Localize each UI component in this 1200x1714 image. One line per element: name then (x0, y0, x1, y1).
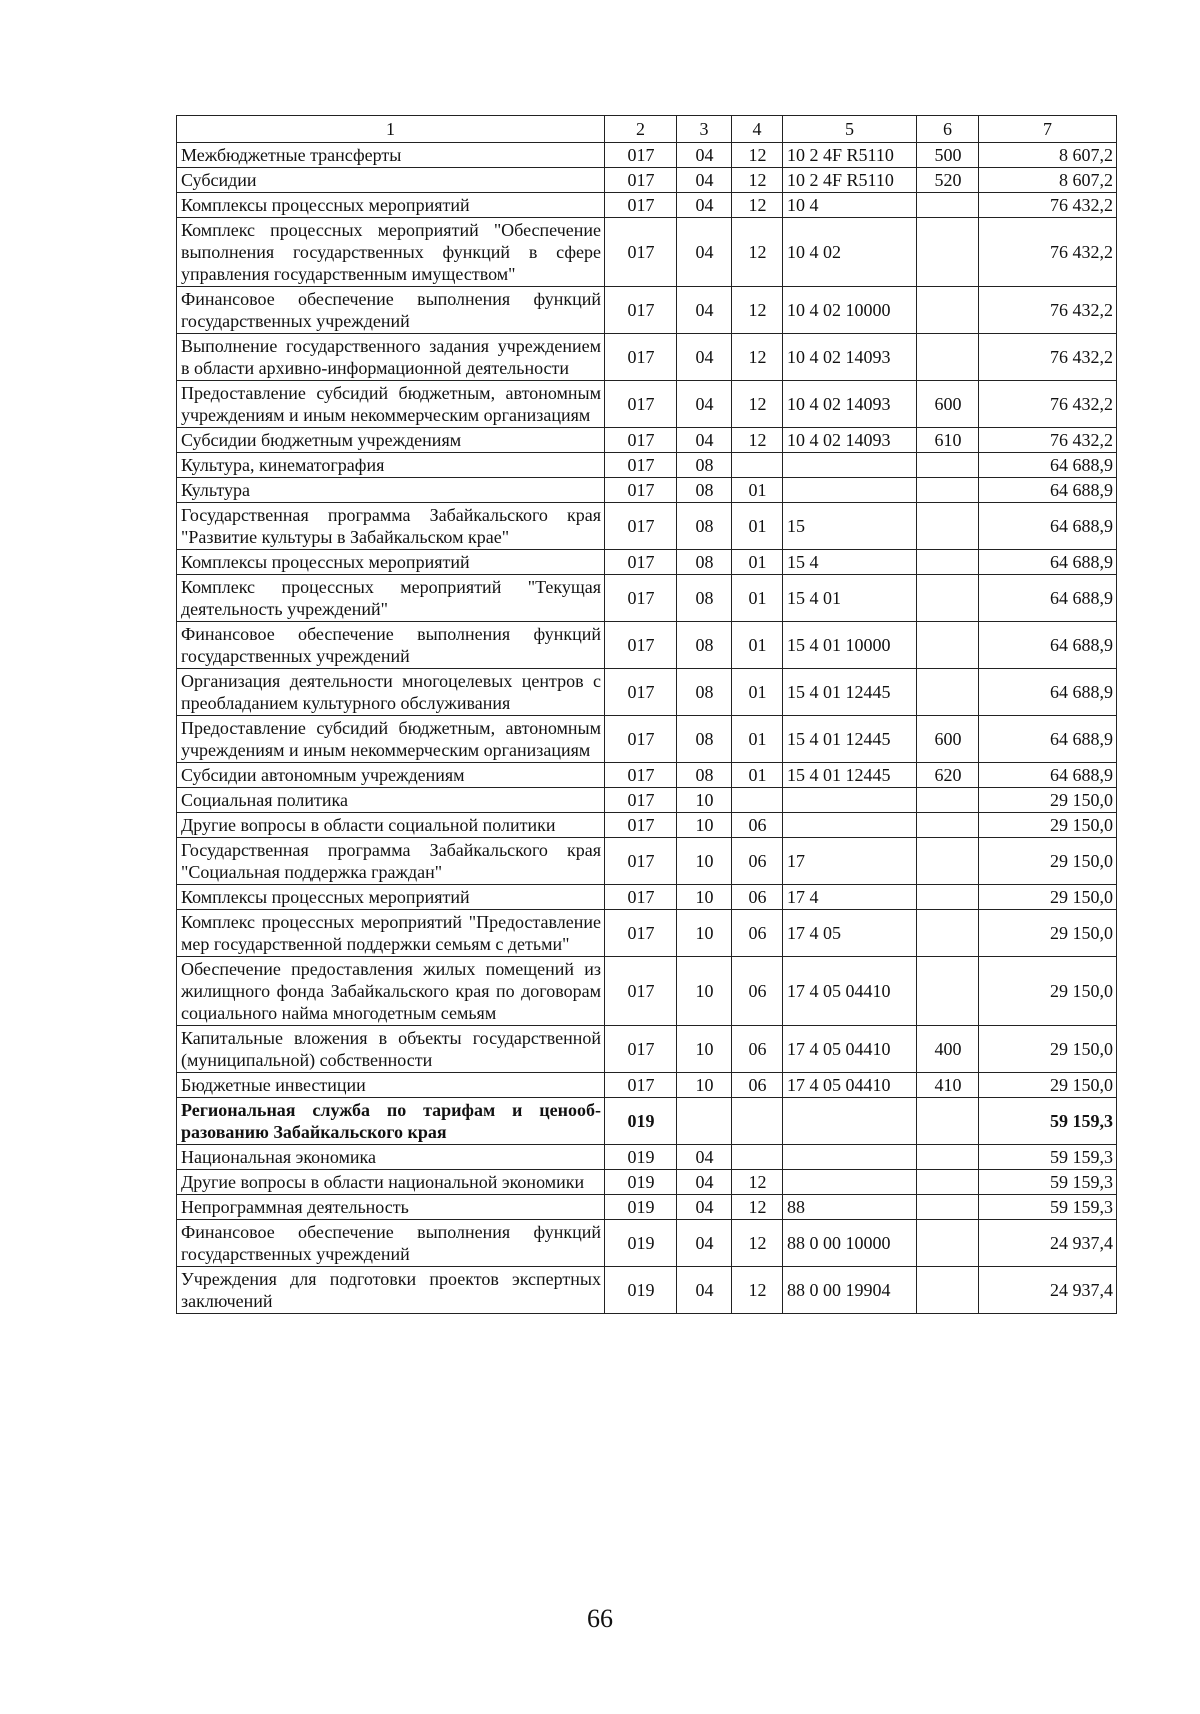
row-section-cell: 04 (677, 1195, 732, 1220)
row-target-article-cell: 15 4 01 12445 (783, 763, 917, 788)
row-subsection-cell: 12 (732, 1170, 783, 1195)
row-section-cell: 04 (677, 218, 732, 287)
row-subsection-cell: 01 (732, 575, 783, 622)
row-target-article-cell: 15 4 01 12445 (783, 669, 917, 716)
row-amount-cell: 64 688,9 (979, 575, 1117, 622)
row-expense-type-cell: 400 (917, 1026, 979, 1073)
page-number: 66 (587, 1604, 613, 1633)
table-row (177, 1195, 1117, 1220)
row-name-cell: Капитальные вложения в объекты государственной (муниципальной) собственности (177, 1026, 605, 1073)
row-amount-cell: 29 150,0 (979, 1026, 1117, 1073)
row-target-article-cell: 10 2 4F R5110 (783, 143, 917, 168)
row-section-cell: 08 (677, 716, 732, 763)
row-amount-cell: 8 607,2 (979, 143, 1117, 168)
row-expense-type-cell (917, 453, 979, 478)
row-subsection-cell: 12 (732, 287, 783, 334)
row-name-cell: Учреждения для подготовки проектов экспертных заключений (177, 1267, 605, 1314)
row-name-cell: Субсидии бюджетным учреждениям (177, 428, 605, 453)
row-expense-type-cell (917, 218, 979, 287)
row-amount-cell: 29 150,0 (979, 838, 1117, 885)
row-subsection-cell: 01 (732, 763, 783, 788)
row-expense-type-cell: 520 (917, 168, 979, 193)
row-subsection-cell: 12 (732, 193, 783, 218)
row-ministry-cell: 017 (605, 885, 677, 910)
row-target-article-cell: 15 4 01 10000 (783, 622, 917, 669)
row-ministry-cell: 017 (605, 622, 677, 669)
row-expense-type-cell (917, 1267, 979, 1314)
row-expense-type-cell (917, 575, 979, 622)
row-section-cell: 04 (677, 1170, 732, 1195)
row-ministry-cell: 019 (605, 1267, 677, 1314)
row-amount-cell: 64 688,9 (979, 669, 1117, 716)
table-row (177, 957, 1117, 1026)
row-subsection-cell: 01 (732, 622, 783, 669)
row-section-cell (677, 1098, 732, 1145)
row-name-cell: Бюджетные инвестиции (177, 1073, 605, 1098)
table-row (177, 1098, 1117, 1145)
row-section-cell: 04 (677, 1267, 732, 1314)
row-ministry-cell: 017 (605, 550, 677, 575)
row-ministry-cell: 017 (605, 838, 677, 885)
row-subsection-cell: 06 (732, 885, 783, 910)
table-row (177, 1073, 1117, 1098)
table-row (177, 1220, 1117, 1267)
row-name-cell: Культура, кинематография (177, 453, 605, 478)
row-subsection-cell: 01 (732, 669, 783, 716)
row-target-article-cell: 15 4 01 12445 (783, 716, 917, 763)
row-amount-cell: 76 432,2 (979, 218, 1117, 287)
row-name-cell: Комплексы процессных мероприятий (177, 193, 605, 218)
row-expense-type-cell (917, 669, 979, 716)
row-name-cell: Выполнение государственного задания учреждением в области архивно-информационной деятельности (177, 334, 605, 381)
row-amount-cell: 64 688,9 (979, 453, 1117, 478)
row-name-cell: Комплекс процессных мероприятий "Предоставление мер государственной поддержки семьям с детьми" (177, 910, 605, 957)
table-row (177, 885, 1117, 910)
row-expense-type-cell: 620 (917, 763, 979, 788)
row-section-cell: 08 (677, 763, 732, 788)
row-target-article-cell: 15 4 (783, 550, 917, 575)
row-section-cell: 10 (677, 838, 732, 885)
row-subsection-cell: 06 (732, 910, 783, 957)
row-section-cell: 04 (677, 287, 732, 334)
row-ministry-cell: 017 (605, 143, 677, 168)
row-target-article-cell: 10 2 4F R5110 (783, 168, 917, 193)
row-expense-type-cell (917, 885, 979, 910)
row-ministry-cell: 017 (605, 478, 677, 503)
row-name-cell: Комплекс процессных мероприятий "Обеспечение выполнения государственных функций в сфере управления государственным имуществом" (177, 218, 605, 287)
row-name-cell: Национальная экономика (177, 1145, 605, 1170)
row-section-cell: 04 (677, 193, 732, 218)
column-header-2: 2 (605, 116, 677, 143)
row-ministry-cell: 017 (605, 910, 677, 957)
row-ministry-cell: 017 (605, 669, 677, 716)
row-section-cell: 04 (677, 334, 732, 381)
row-subsection-cell: 12 (732, 428, 783, 453)
table-row (177, 453, 1117, 478)
row-name-cell: Государственная программа Забайкальского края "Развитие культуры в Забайкальском крае" (177, 503, 605, 550)
row-ministry-cell: 019 (605, 1145, 677, 1170)
row-expense-type-cell: 410 (917, 1073, 979, 1098)
row-target-article-cell: 17 (783, 838, 917, 885)
row-subsection-cell: 01 (732, 716, 783, 763)
table-row (177, 763, 1117, 788)
row-amount-cell: 64 688,9 (979, 763, 1117, 788)
row-ministry-cell: 017 (605, 1073, 677, 1098)
row-subsection-cell (732, 453, 783, 478)
row-target-article-cell: 10 4 02 14093 (783, 334, 917, 381)
row-target-article-cell: 17 4 05 04410 (783, 1073, 917, 1098)
row-section-cell: 08 (677, 503, 732, 550)
row-expense-type-cell (917, 478, 979, 503)
row-amount-cell: 64 688,9 (979, 716, 1117, 763)
row-amount-cell: 24 937,4 (979, 1267, 1117, 1314)
row-section-cell: 10 (677, 1026, 732, 1073)
table-row (177, 334, 1117, 381)
row-amount-cell: 76 432,2 (979, 334, 1117, 381)
row-expense-type-cell: 500 (917, 143, 979, 168)
row-target-article-cell (783, 1170, 917, 1195)
row-name-cell: Предоставление субсидий бюджетным, автономным учреждениям и иным некоммерческим организациям (177, 716, 605, 763)
table-row (177, 193, 1117, 218)
row-expense-type-cell: 600 (917, 381, 979, 428)
row-target-article-cell (783, 1145, 917, 1170)
column-header-1: 1 (177, 116, 605, 143)
row-subsection-cell: 01 (732, 478, 783, 503)
row-section-cell: 10 (677, 910, 732, 957)
table-row (177, 1145, 1117, 1170)
row-target-article-cell (783, 453, 917, 478)
table-row (177, 788, 1117, 813)
row-name-cell: Комплексы процессных мероприятий (177, 550, 605, 575)
column-header-5: 5 (783, 116, 917, 143)
row-target-article-cell: 17 4 05 (783, 910, 917, 957)
row-amount-cell: 24 937,4 (979, 1220, 1117, 1267)
table-row (177, 381, 1117, 428)
table-row (177, 1170, 1117, 1195)
row-target-article-cell (783, 478, 917, 503)
row-ministry-cell: 017 (605, 381, 677, 428)
row-amount-cell: 59 159,3 (979, 1098, 1117, 1145)
row-section-cell: 04 (677, 381, 732, 428)
row-expense-type-cell (917, 957, 979, 1026)
row-subsection-cell: 06 (732, 957, 783, 1026)
row-target-article-cell: 15 (783, 503, 917, 550)
row-ministry-cell: 017 (605, 716, 677, 763)
row-amount-cell: 29 150,0 (979, 788, 1117, 813)
row-ministry-cell: 017 (605, 218, 677, 287)
row-target-article-cell: 10 4 (783, 193, 917, 218)
row-section-cell: 04 (677, 143, 732, 168)
row-amount-cell: 76 432,2 (979, 381, 1117, 428)
row-name-cell: Финансовое обеспечение выполнения функций государственных учреждений (177, 1220, 605, 1267)
table-row (177, 813, 1117, 838)
row-ministry-cell: 017 (605, 813, 677, 838)
row-subsection-cell: 12 (732, 334, 783, 381)
row-expense-type-cell (917, 813, 979, 838)
row-ministry-cell: 019 (605, 1098, 677, 1145)
row-ministry-cell: 017 (605, 957, 677, 1026)
row-expense-type-cell (917, 503, 979, 550)
row-target-article-cell: 10 4 02 10000 (783, 287, 917, 334)
row-subsection-cell (732, 1145, 783, 1170)
table-row (177, 503, 1117, 550)
row-name-cell: Комплексы процессных мероприятий (177, 885, 605, 910)
row-name-cell: Финансовое обеспечение выполнения функций государственных учреждений (177, 287, 605, 334)
row-expense-type-cell (917, 1220, 979, 1267)
row-expense-type-cell (917, 910, 979, 957)
row-subsection-cell (732, 788, 783, 813)
row-subsection-cell: 12 (732, 168, 783, 193)
budget-table (176, 115, 1117, 1314)
row-expense-type-cell (917, 1195, 979, 1220)
row-expense-type-cell (917, 788, 979, 813)
row-subsection-cell: 12 (732, 218, 783, 287)
row-section-cell: 10 (677, 788, 732, 813)
row-name-cell: Социальная политика (177, 788, 605, 813)
row-section-cell: 10 (677, 885, 732, 910)
column-header-6: 6 (917, 116, 979, 143)
table-row (177, 218, 1117, 287)
row-name-cell: Другие вопросы в области социальной политики (177, 813, 605, 838)
row-subsection-cell: 06 (732, 1073, 783, 1098)
row-amount-cell: 59 159,3 (979, 1195, 1117, 1220)
row-ministry-cell: 019 (605, 1220, 677, 1267)
row-target-article-cell: 88 (783, 1195, 917, 1220)
row-section-cell: 08 (677, 669, 732, 716)
row-ministry-cell: 017 (605, 575, 677, 622)
row-expense-type-cell (917, 622, 979, 669)
row-target-article-cell: 10 4 02 14093 (783, 428, 917, 453)
row-section-cell: 08 (677, 622, 732, 669)
table-row (177, 1026, 1117, 1073)
row-target-article-cell: 88 0 00 19904 (783, 1267, 917, 1314)
row-amount-cell: 64 688,9 (979, 503, 1117, 550)
column-header-3: 3 (677, 116, 732, 143)
row-target-article-cell: 15 4 01 (783, 575, 917, 622)
row-section-cell: 04 (677, 1145, 732, 1170)
row-amount-cell: 29 150,0 (979, 1073, 1117, 1098)
row-amount-cell: 8 607,2 (979, 168, 1117, 193)
row-expense-type-cell (917, 287, 979, 334)
row-amount-cell: 29 150,0 (979, 885, 1117, 910)
table-row (177, 910, 1117, 957)
table-row (177, 669, 1117, 716)
row-subsection-cell: 12 (732, 1267, 783, 1314)
row-section-cell: 10 (677, 1073, 732, 1098)
table-row (177, 575, 1117, 622)
row-target-article-cell: 10 4 02 (783, 218, 917, 287)
row-expense-type-cell: 610 (917, 428, 979, 453)
row-subsection-cell: 12 (732, 1195, 783, 1220)
table-row (177, 478, 1117, 503)
row-subsection-cell: 12 (732, 1220, 783, 1267)
row-target-article-cell: 17 4 (783, 885, 917, 910)
row-amount-cell: 76 432,2 (979, 193, 1117, 218)
row-name-cell: Предоставление субсидий бюджетным, автономным учреждениям и иным некоммерческим организациям (177, 381, 605, 428)
row-subsection-cell: 12 (732, 143, 783, 168)
row-ministry-cell: 017 (605, 1026, 677, 1073)
row-target-article-cell: 10 4 02 14093 (783, 381, 917, 428)
row-subsection-cell: 06 (732, 813, 783, 838)
table-row (177, 287, 1117, 334)
row-expense-type-cell (917, 1170, 979, 1195)
row-expense-type-cell (917, 1145, 979, 1170)
row-name-cell: Обеспечение предоставления жилых помещений из жилищного фонда Забайкальского края по договорам социального найма многодетным семьям (177, 957, 605, 1026)
row-subsection-cell: 06 (732, 1026, 783, 1073)
row-section-cell: 08 (677, 550, 732, 575)
row-section-cell: 10 (677, 813, 732, 838)
row-subsection-cell: 12 (732, 381, 783, 428)
row-amount-cell: 59 159,3 (979, 1145, 1117, 1170)
row-expense-type-cell (917, 334, 979, 381)
row-name-cell: Другие вопросы в области национальной экономики (177, 1170, 605, 1195)
row-section-cell: 08 (677, 453, 732, 478)
row-expense-type-cell (917, 550, 979, 575)
row-amount-cell: 64 688,9 (979, 478, 1117, 503)
row-subsection-cell: 01 (732, 503, 783, 550)
table-row (177, 622, 1117, 669)
row-name-cell: Финансовое обеспечение выполнения функций государственных учреждений (177, 622, 605, 669)
row-amount-cell: 76 432,2 (979, 428, 1117, 453)
table-row (177, 143, 1117, 168)
table-body (177, 143, 1117, 1314)
row-amount-cell: 29 150,0 (979, 957, 1117, 1026)
row-amount-cell: 29 150,0 (979, 813, 1117, 838)
row-section-cell: 08 (677, 478, 732, 503)
row-amount-cell: 59 159,3 (979, 1170, 1117, 1195)
row-ministry-cell: 017 (605, 453, 677, 478)
row-name-cell: Комплекс процессных мероприятий "Текущая деятельность учреждений" (177, 575, 605, 622)
row-target-article-cell (783, 1098, 917, 1145)
table-row (177, 716, 1117, 763)
row-section-cell: 08 (677, 575, 732, 622)
row-ministry-cell: 019 (605, 1195, 677, 1220)
row-expense-type-cell (917, 193, 979, 218)
row-amount-cell: 29 150,0 (979, 910, 1117, 957)
row-subsection-cell: 06 (732, 838, 783, 885)
row-expense-type-cell: 600 (917, 716, 979, 763)
table-row (177, 838, 1117, 885)
table-row (177, 428, 1117, 453)
row-subsection-cell (732, 1098, 783, 1145)
row-ministry-cell: 017 (605, 503, 677, 550)
row-amount-cell: 64 688,9 (979, 622, 1117, 669)
row-target-article-cell (783, 788, 917, 813)
row-ministry-cell: 017 (605, 788, 677, 813)
row-name-cell: Региональная служба по тарифам и ценообразованию Забайкальского края (177, 1098, 605, 1145)
row-amount-cell: 64 688,9 (979, 550, 1117, 575)
row-section-cell: 10 (677, 957, 732, 1026)
row-ministry-cell: 019 (605, 1170, 677, 1195)
row-ministry-cell: 017 (605, 763, 677, 788)
row-name-cell: Субсидии (177, 168, 605, 193)
row-subsection-cell: 01 (732, 550, 783, 575)
table-row (177, 168, 1117, 193)
row-name-cell: Непрограммная деятельность (177, 1195, 605, 1220)
row-ministry-cell: 017 (605, 287, 677, 334)
table-header-row (177, 116, 1117, 143)
row-ministry-cell: 017 (605, 428, 677, 453)
row-section-cell: 04 (677, 1220, 732, 1267)
row-name-cell: Организация деятельности многоцелевых центров с преобладанием культурного обслуживания (177, 669, 605, 716)
row-target-article-cell: 88 0 00 10000 (783, 1220, 917, 1267)
row-section-cell: 04 (677, 168, 732, 193)
row-target-article-cell (783, 813, 917, 838)
row-name-cell: Межбюджетные трансферты (177, 143, 605, 168)
row-amount-cell: 76 432,2 (979, 287, 1117, 334)
row-ministry-cell: 017 (605, 168, 677, 193)
row-expense-type-cell (917, 1098, 979, 1145)
column-header-7: 7 (979, 116, 1117, 143)
table-row (177, 550, 1117, 575)
row-target-article-cell: 17 4 05 04410 (783, 1026, 917, 1073)
row-name-cell: Культура (177, 478, 605, 503)
row-target-article-cell: 17 4 05 04410 (783, 957, 917, 1026)
row-name-cell: Государственная программа Забайкальского края "Социальная поддержка граждан" (177, 838, 605, 885)
table-row (177, 1267, 1117, 1314)
row-expense-type-cell (917, 838, 979, 885)
row-section-cell: 04 (677, 428, 732, 453)
row-ministry-cell: 017 (605, 334, 677, 381)
row-ministry-cell: 017 (605, 193, 677, 218)
row-name-cell: Субсидии автономным учреждениям (177, 763, 605, 788)
column-header-4: 4 (732, 116, 783, 143)
